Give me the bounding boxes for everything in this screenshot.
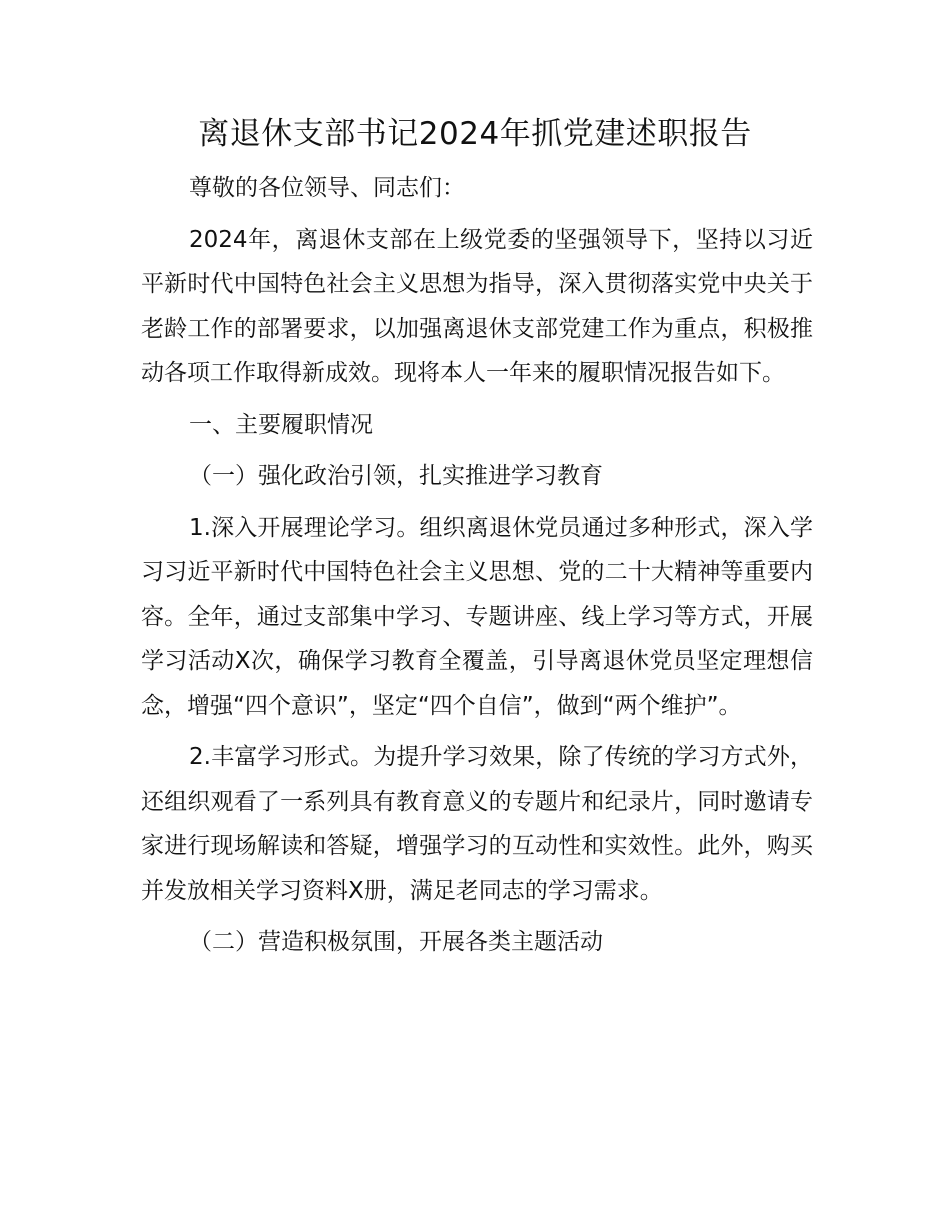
- document-title: 离退休支部书记2024年抓党建述职报告: [198, 116, 752, 152]
- subsection-heading-2: （二）营造积极氛围，开展各类主题活动: [189, 929, 603, 955]
- subsection-heading-1: （一）强化政治引领，扎实推进学习教育: [189, 463, 603, 489]
- greeting: 尊敬的各位领导、同志们：: [189, 175, 465, 201]
- section-heading-1: 一、主要履职情况: [189, 411, 373, 438]
- paragraph-study-forms: 2.丰富学习形式。为提升学习效果，除了传统的学习方式外，还组织观看了一系列具有教育意义的专题片和纪录片，同时邀请专家进行现场解读和答疑，增强学习的互动性和实效性。此外，购买并发放相关学习资料X册，满足老同志的学习需求。: [141, 744, 813, 904]
- paragraph-intro: 2024年，离退休支部在上级党委的坚强领导下，坚持以习近平新时代中国特色社会主义思想为指导，深入贯彻落实党中央关于老龄工作的部署要求，以加强离退休支部党建工作为重点，积极推动各项工作取得新成效。现将本人一年来的履职情况报告如下。: [141, 226, 813, 386]
- paragraph-theory-study: 1.深入开展理论学习。组织离退休党员通过多种形式，深入学习习近平新时代中国特色社会主义思想、党的二十大精神等重要内容。全年，通过支部集中学习、专题讲座、线上学习等方式，开展学习活动X次，确保学习教育全覆盖，引导离退休党员坚定理想信念，增强“四个意识”，坚定“四个自信”，做到“两个维护”。: [141, 514, 813, 719]
- document-body: [141, 166, 813, 972]
